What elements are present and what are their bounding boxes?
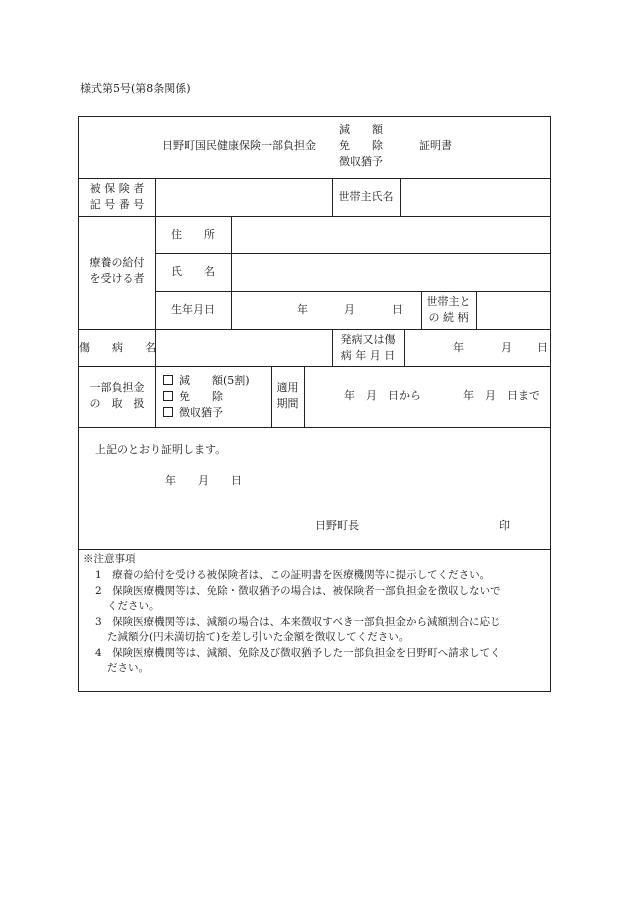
divider [79,178,550,179]
onset-year-unit: 年 [453,341,464,354]
onset-month-unit: 月 [501,341,512,354]
divider [231,291,232,329]
period-from: 年 月 日から [344,389,421,402]
issuer-name: 日野町長 [315,519,359,532]
title-option-postponement: 徴収猶予 [339,155,383,168]
householder-name-label: 世帯主氏名 [338,190,394,203]
onset-date-label-2: 病 年 月 日 [340,349,396,362]
option-reduction-label: 減 額(5割) [179,374,250,387]
divider [476,291,477,329]
postponement-checkbox[interactable] [163,407,173,417]
title-prefix: 日野町国民健康保険一部負担金 [162,139,316,152]
note-item: ください。 [107,600,160,612]
form-number-label: 様式第5号(第8条関係) [80,82,191,95]
period-label-1: 適用 [276,381,299,394]
divider [79,366,550,367]
certification-date: 年 月 日 [165,474,242,487]
note-item: 2 保険医療機関等は、免除・徴収猶予の場合は、被保険者一部負担金を徴収しないで [95,585,501,597]
option-postponement [163,405,223,421]
divider [79,329,550,330]
divider [400,178,401,216]
recipient-label-2: を受ける者 [89,272,145,285]
handling-label-1: 一部負担金 [89,381,145,394]
divider [79,549,550,550]
name-label: 氏 名 [171,265,215,278]
option-exemption-label: 免 除 [179,390,223,403]
note-item: 1 療養の給付を受ける被保険者は、この証明書を医療機関等に提示してください。 [95,569,491,581]
divider [155,253,550,254]
option-reduction [163,373,250,389]
period-label-2: 期間 [276,397,299,410]
title-option-reduction: 減 額 [339,123,383,136]
relation-label-1: 世帯主と [426,295,471,308]
divider [404,329,405,366]
option-postponement-label: 徴収猶予 [179,406,223,419]
certification-statement: 上記のとおり証明します。 [95,443,227,456]
insured-number-label-2: 記 号 番 号 [89,198,145,211]
birth-month-unit: 月 [344,303,355,316]
exemption-checkbox[interactable] [163,391,173,401]
note-item: 4 保険医療機関等は、減額、免除及び徴収猶予した一部負担金を日野町へ請求してく [95,647,501,659]
address-label: 住 所 [171,228,215,241]
birth-year-unit: 年 [297,303,308,316]
note-item: ださい。 [107,662,149,674]
onset-date-label-1: 発病又は傷 [340,333,396,346]
divider [79,216,550,217]
disease-name-label: 傷 病 名 [79,341,156,354]
certificate-form [78,116,551,692]
note-item: 3 保険医療機関等は、減額の場合は、本来徴収すべき一部負担金から減額割合に応じ [95,616,501,628]
insured-number-label-1: 被 保 険 者 [89,182,145,195]
title-option-exemption: 免 除 [339,139,383,152]
divider [155,291,550,292]
relation-label-2: の 続 柄 [428,311,469,324]
note-item: た減額分(円未満切捨て)を差し引いた金額を徴収してください。 [107,631,410,643]
title-suffix: 証明書 [419,139,452,152]
recipient-label-1: 療養の給付 [89,256,145,269]
reduction-checkbox[interactable] [163,375,173,385]
divider [79,427,550,428]
option-exemption [163,389,223,405]
divider [304,366,305,427]
handling-label-2: の 取 扱 [89,397,145,410]
period-to: 年 月 日まで [463,389,540,402]
birth-date-label: 生年月日 [171,303,215,316]
notes-heading: ※注意事項 [83,553,136,565]
seal-mark: 印 [499,519,510,532]
birth-day-unit: 日 [392,303,403,316]
onset-day-unit: 日 [537,341,548,354]
